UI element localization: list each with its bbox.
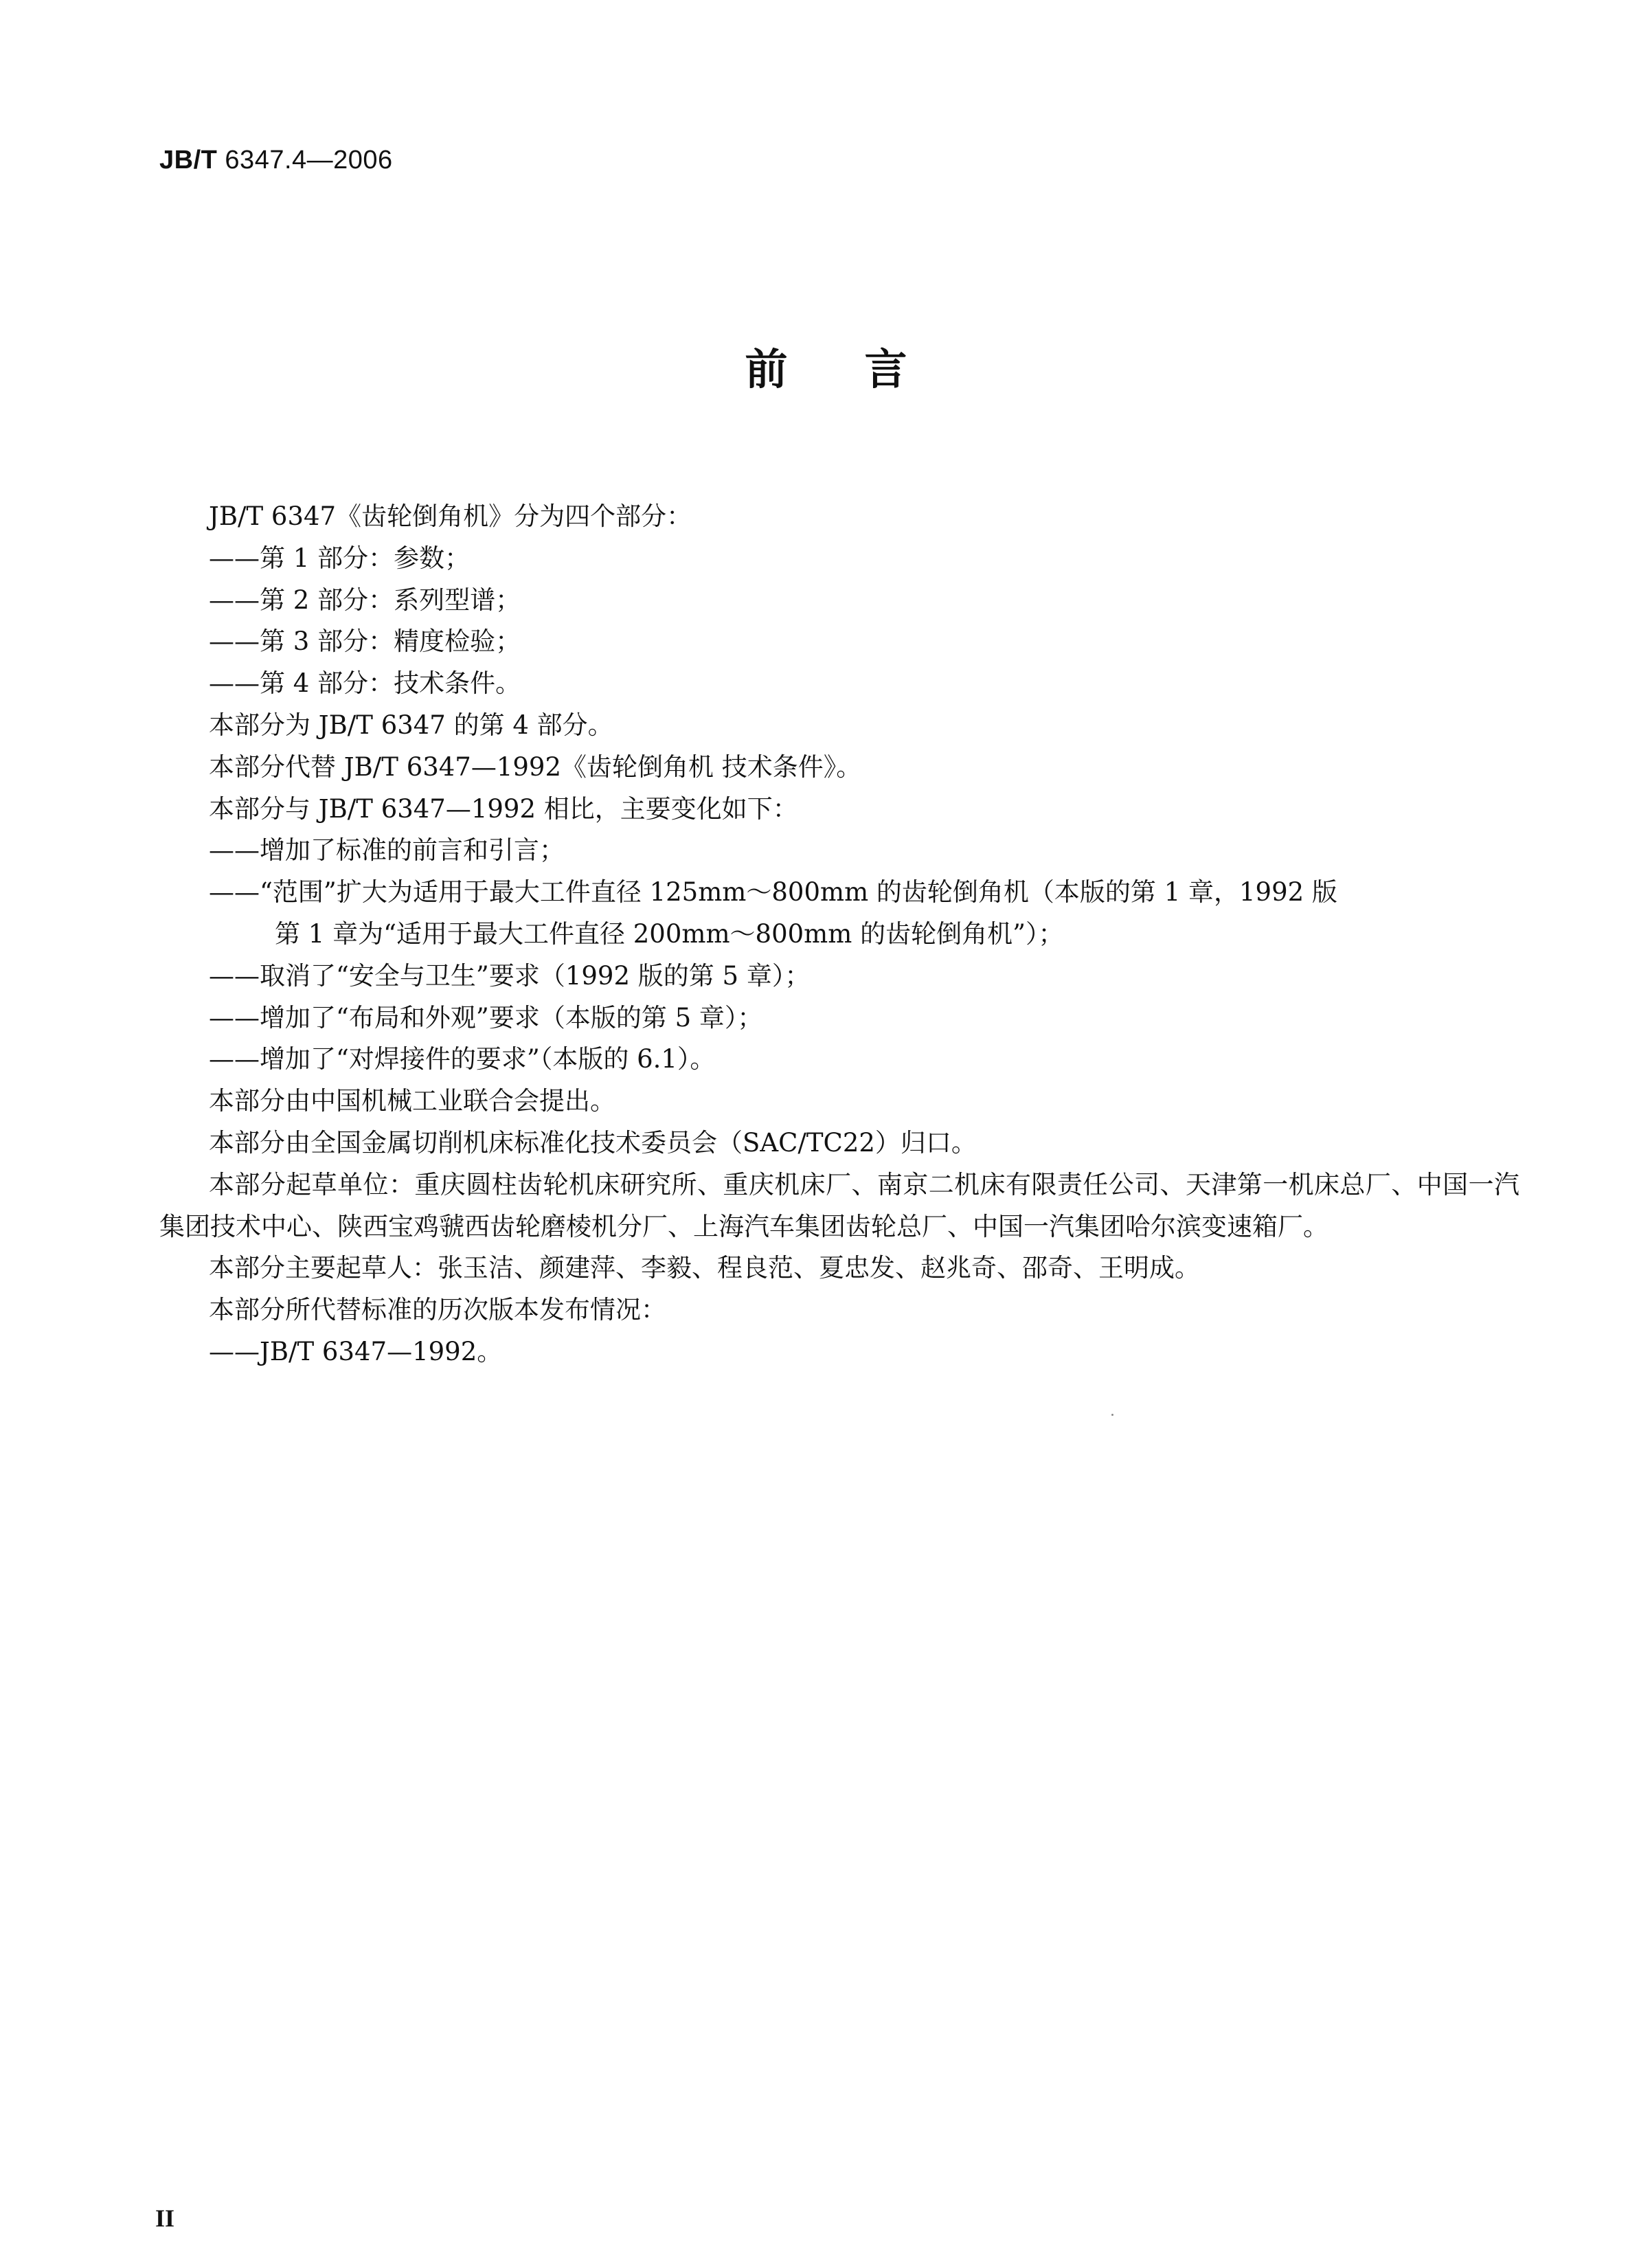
part-list-item: ——第 2 部分：系列型谱； — [209, 585, 521, 615]
changes-intro-paragraph: 本部分与 JB/T 6347—1992 相比，主要变化如下： — [209, 793, 798, 824]
part-list-item: ——第 1 部分：参数； — [209, 543, 471, 573]
history-list-item: ——JB/T 6347—1992。 — [209, 1336, 503, 1366]
foreword-body — [159, 496, 1519, 1373]
drafters-paragraph: 本部分主要起草人：张玉洁、颜建萍、李毅、程良范、夏忠发、赵兆奇、邵奇、王明成。 — [209, 1253, 1200, 1283]
drafting-units-paragraph: 本部分起草单位：重庆圆柱齿轮机床研究所、重庆机床厂、南京二机床有限责任公司、天津第一机床总厂、中国一汽集团技术中心、陕西宝鸡虢西齿轮磨棱机分厂、上海汽车集团齿轮总厂、中国一汽集团哈尔滨变速箱厂。 — [159, 1169, 1519, 1241]
change-list-item: ——增加了“布局和外观”要求（本版的第 5 章）； — [209, 1002, 763, 1033]
change-list-item: ——增加了“对焊接件的要求”（本版的 6.1）。 — [209, 1044, 716, 1074]
change-list-item: ——增加了标准的前言和引言； — [209, 835, 565, 866]
intro-paragraph: JB/T 6347《齿轮倒角机》分为四个部分： — [209, 501, 692, 531]
change-list-item: ——取消了“安全与卫生”要求（1992 版的第 5 章）； — [209, 960, 811, 991]
part-list-item: ——第 3 部分：精度检验； — [209, 627, 521, 657]
standard-number — [159, 146, 393, 175]
standard-code: 6347.4—2006 — [225, 146, 393, 174]
proposed-by-paragraph: 本部分由中国机械工业联合会提出。 — [209, 1086, 615, 1116]
change-list-item: ——“范围”扩大为适用于最大工件直径 125mm～800mm 的齿轮倒角机（本版的第 1 章，1992 版 — [209, 877, 1337, 907]
managed-by-paragraph: 本部分由全国金属切削机床标准化技术委员会（SAC/TC22）归口。 — [209, 1127, 977, 1158]
history-intro-paragraph: 本部分所代替标准的历次版本发布情况： — [209, 1295, 666, 1325]
replaces-paragraph: 本部分代替 JB/T 6347—1992《齿轮倒角机 技术条件》。 — [209, 752, 862, 782]
change-list-item-continuation: 第 1 章为“适用于最大工件直径 200mm～800mm 的齿轮倒角机”）； — [275, 918, 1064, 949]
standard-prefix: JB/T — [159, 146, 218, 174]
this-part-paragraph: 本部分为 JB/T 6347 的第 4 部分。 — [209, 710, 613, 740]
page-title: 前言 — [745, 344, 984, 394]
part-list-item: ——第 4 部分：技术条件。 — [209, 668, 521, 699]
page-number: II — [155, 2204, 175, 2232]
scan-speck — [1111, 1414, 1113, 1416]
